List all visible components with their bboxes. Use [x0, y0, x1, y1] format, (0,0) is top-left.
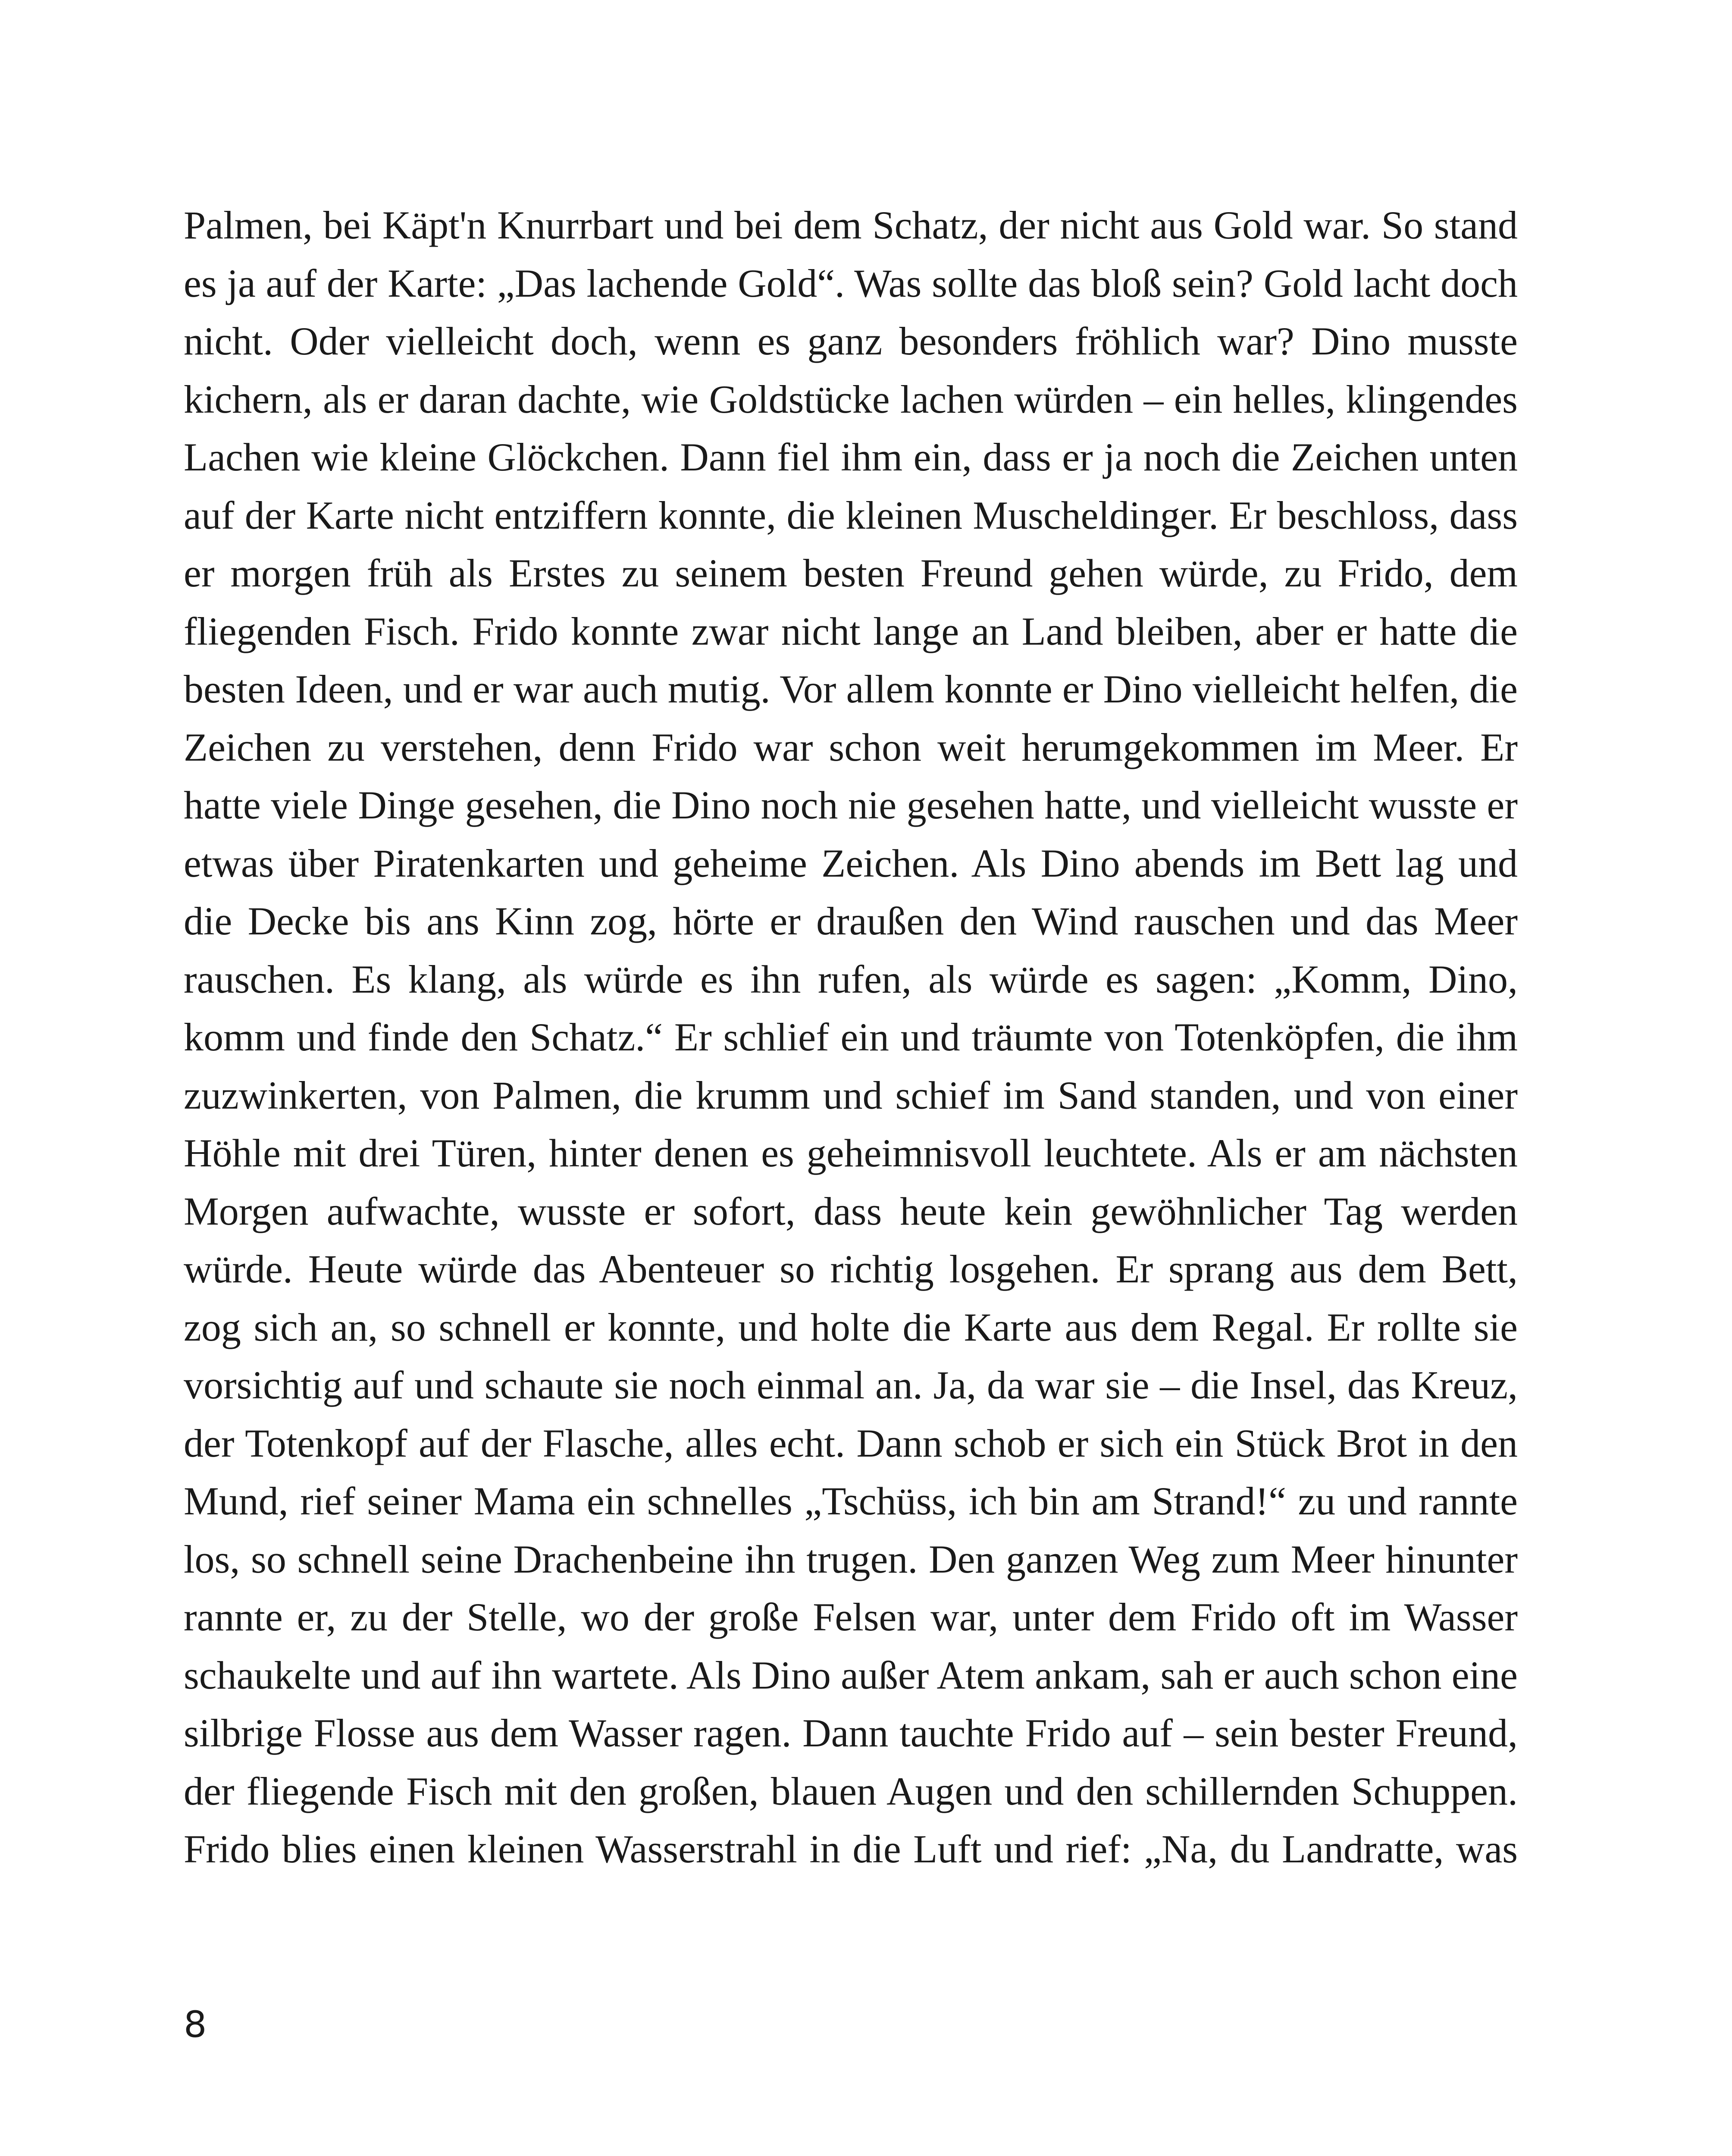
body-paragraph: Palmen, bei Käpt'n Knurrbart und bei dem Schatz, der nicht aus Gold war. So stand es ja auf der Karte: „Das lachende Gold“. Was sollte das bloß sein? Gold lacht doch nicht. Oder vielleicht doch, wenn es ganz besonders fröhlich war? Dino musste kichern, als er daran dachte, wie Goldstücke lachen würden – ein helles, klingendes Lachen wie kleine Glöckchen. Dann fiel ihm ein, dass er ja noch die Zeichen unten auf der Karte nicht entziffern konnte, die kleinen Muscheldinger. Er beschloss, dass er morgen früh als Erstes zu seinem besten Freund gehen würde, zu Frido, dem fliegenden Fisch. Frido konnte zwar nicht lange an Land bleiben, aber er hatte die besten Ideen, und er war auch mutig. Vor allem konnte er Dino vielleicht helfen, die Zeichen zu verstehen, denn Frido war schon weit herumgekommen im Meer. Er hatte viele Dinge gesehen, die Dino noch nie gesehen hatte, und vielleicht wusste er etwas über Piratenkarten und geheime Zeichen. Als Dino abends im Bett lag und die Decke bis ans Kinn zog, hörte er draußen den Wind rauschen und das Meer rauschen. Es klang, als würde es ihn rufen, als würde es sagen: „Komm, Dino, komm und finde den Schatz.“ Er schlief ein und träumte von Totenköpfen, die ihm zuzwinkerten, von Palmen, die krumm und schief im Sand standen, und von einer Höhle mit drei Türen, hinter denen es geheimnisvoll leuchtete. Als er am nächsten Morgen aufwachte, wusste er sofort, dass heute kein gewöhnlicher Tag werden würde. Heute würde das Abenteuer so richtig losgehen. Er sprang aus dem Bett, zog sich an, so schnell er konnte, und holte die Karte aus dem Regal. Er rollte sie vorsichtig auf und schaute sie noch einmal an. Ja, da war sie – die Insel, das Kreuz, der Totenkopf auf der Flasche, alles echt. Dann schob er sich ein Stück Brot in den Mund, rief seiner Mama ein schnelles „Tschüss, ich bin am Strand!“ zu und rannte los, so schnell seine Drachenbeine ihn trugen. Den ganzen Weg zum Meer hinunter rannte er, zu der Stelle, wo der große Felsen war, unter dem Frido oft im Wasser schaukelte und auf ihn wartete. Als Dino außer Atem ankam, sah er auch schon eine silbrige Flosse aus dem Wasser ragen. Dann tauchte Frido auf – sein bester Freund, der fliegende Fisch mit den großen, blauen Augen und den schillernden Schuppen. Frido blies einen kleinen Wasserstrahl in die Luft und rief: „Na, du Landratte, was	[184, 203, 1518, 1871]
page-number: 8	[184, 2003, 207, 2046]
